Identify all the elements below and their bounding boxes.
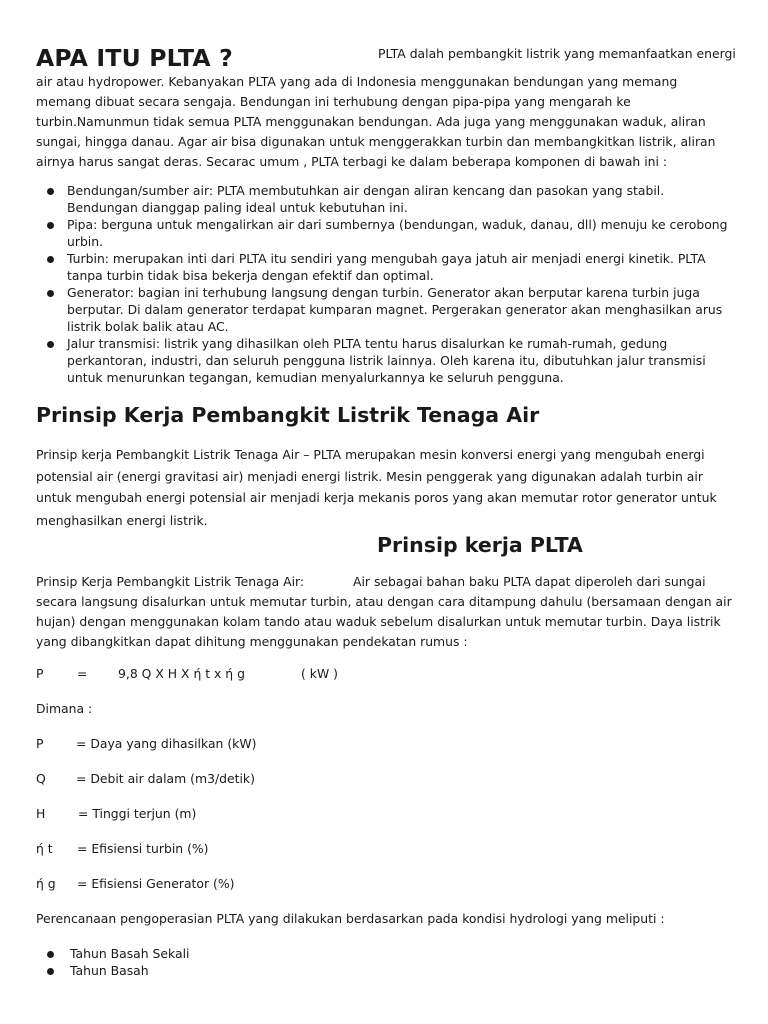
components-list <box>46 182 736 386</box>
var-symbol: Q <box>36 771 46 786</box>
section2-paragraph: secara langsung disalurkan untuk memutar turbin, atau dengan cara ditampung dahulu (bersamaan dengan air hujan) dengan menggunakan kolam tando atau waduk sebelum disalurkan untuk memutar turbin. Daya listrik yang dibangkitkan dapat dihitung menggunakan pendekatan rumus : <box>36 594 732 649</box>
list-item: Tahun Basah Sekali <box>46 945 736 962</box>
intro-first-line: PLTA dalah pembangkit listrik yang memanfaatkan energi <box>378 46 736 61</box>
var-description: = Efisiensi turbin (%) <box>77 841 209 856</box>
section-heading-prinsip-kerja-plta: Prinsip kerja PLTA <box>377 533 583 557</box>
section1-paragraph: Prinsip kerja Pembangkit Listrik Tenaga Air – PLTA merupakan mesin konversi energi yang mengubah energi potensial air (energi gravitasi air) menjadi energi listrik. Mesin penggerak yang digunakan adalah turbin air untuk mengubah energi potensial air menjadi kerja mekanis poros yang akan memutar rotor generator untuk <box>36 447 717 505</box>
var-description: = Debit air dalam (m3/detik) <box>76 771 255 786</box>
var-symbol: ή t <box>36 841 53 856</box>
var-symbol: H <box>36 806 46 821</box>
formula-equals: = <box>77 666 88 681</box>
section2-first-line: Air sebagai bahan baku PLTA dapat diperoleh dari sungai <box>353 574 706 589</box>
page-title: APA ITU PLTA ? <box>36 44 233 72</box>
intro-section <box>36 44 736 172</box>
list-item: Turbin: merupakan inti dari PLTA itu sendiri yang mengubah gaya jatuh air menjadi energi kinetik. PLTA tanpa turbin tidak bisa bekerja dengan efektif dan optimal. <box>46 250 736 284</box>
where-label: Dimana : <box>36 701 93 716</box>
section1-paragraph-end: menghasilkan energi listrik. <box>36 513 208 528</box>
list-item: Jalur transmisi: listrik yang dihasilkan oleh PLTA tentu harus disalurkan ke rumah-rumah, gedung perkantoran, industri, dan seluruh pengguna listrik lainnya. Oleh karena itu, dibutuhkan jalur transmisi untuk menurunkan tegangan, kemudian menyalurkannya ke seluruh pengguna. <box>46 335 736 386</box>
list-item: Generator: bagian ini terhubung langsung dengan turbin. Generator akan berputar karena turbin juga berputar. Di dalam generator terdapat kumparan magnet. Pergerakan generator akan menghasilkan arus listrik bolak balik atau AC. <box>46 284 736 335</box>
var-description: = Daya yang dihasilkan (kW) <box>76 736 257 751</box>
list-item: Bendungan/sumber air: PLTA membutuhkan air dengan aliran kencang dan pasokan yang stabil. Bendungan dianggap paling ideal untuk kebutuhan ini. <box>46 182 736 216</box>
formula-lhs: P <box>36 666 44 681</box>
var-symbol: ή g <box>36 876 56 891</box>
planning-list <box>46 945 736 979</box>
planning-text: Perencanaan pengoperasian PLTA yang dilakukan berdasarkan pada kondisi hydrologi yang meliputi : <box>36 911 665 926</box>
list-item: Tahun Basah <box>46 962 736 979</box>
formula-unit: ( kW ) <box>301 666 338 681</box>
section-heading-prinsip-kerja-pembangkit: Prinsip Kerja Pembangkit Listrik Tenaga Air <box>36 403 540 427</box>
list-item: Pipa: berguna untuk mengalirkan air dari sumbernya (bendungan, waduk, danau, dll) menuju ke cerobong urbin. <box>46 216 736 250</box>
var-symbol: P <box>36 736 44 751</box>
var-description: = Efisiensi Generator (%) <box>77 876 235 891</box>
section2-label: Prinsip Kerja Pembangkit Listrik Tenaga Air: <box>36 574 305 589</box>
intro-paragraph: air atau hydropower. Kebanyakan PLTA yang ada di Indonesia menggunakan bendungan yang memang memang dibuat secara sengaja. Bendungan ini terhubung dengan pipa-pipa yang mengarah ke turbin.Namunmun tidak semua PLTA menggunakan bendungan. Ada juga yang menggunakan waduk, aliran sungai, hingga danau. Agar air bisa digunakan untuk menggerakkan turbin dan membangkitkan listrik, aliran airnya harus sangat deras. Secarac umum , PLTA terbagi ke dalam beberapa komponen di bawah ini : <box>36 74 716 169</box>
formula-expression: 9,8 Q X H X ή t x ή g <box>118 666 245 681</box>
var-description: = Tinggi terjun (m) <box>78 806 197 821</box>
